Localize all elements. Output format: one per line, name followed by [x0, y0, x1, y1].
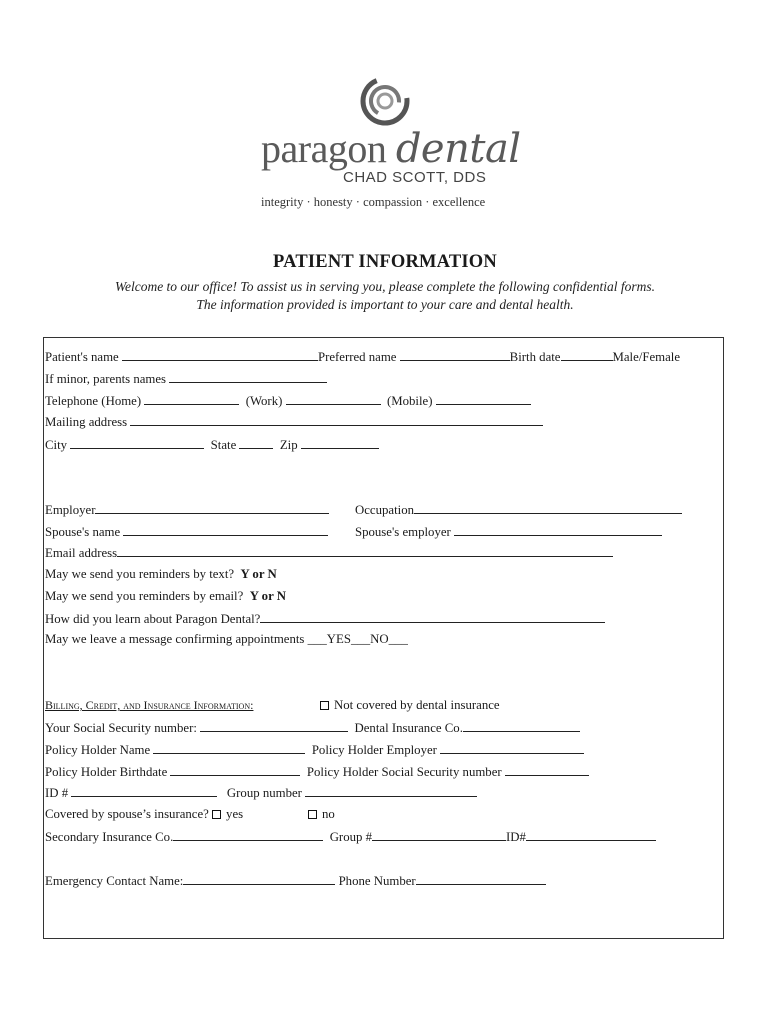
patient-name-field[interactable]	[122, 349, 318, 361]
holder-name-row: Policy Holder Name Policy Holder Employer	[45, 742, 584, 758]
logo-wordmark: paragon dental	[261, 126, 521, 172]
home-phone-field[interactable]	[144, 393, 239, 405]
holder-birthdate-field[interactable]	[170, 764, 300, 776]
emergency-contact-field[interactable]	[183, 873, 335, 885]
patient-name-row: Patient's name Preferred name Birth date Male/Female	[45, 350, 681, 364]
holder-ssn-field[interactable]	[505, 764, 589, 776]
id-field[interactable]	[71, 785, 217, 797]
employer-field[interactable]	[95, 502, 329, 514]
secondary-insurance-field[interactable]	[173, 829, 323, 841]
emergency-contact-row: Emergency Contact Name: Phone Number	[45, 873, 546, 889]
secondary-group-field[interactable]	[372, 829, 506, 841]
occupation-field[interactable]	[414, 502, 682, 514]
spouse-insurance-no-checkbox[interactable]	[308, 810, 317, 819]
work-phone-field[interactable]	[286, 393, 381, 405]
practice-logo	[255, 75, 521, 215]
insurance-co-field[interactable]	[463, 720, 580, 732]
leave-message-row[interactable]: May we leave a message confirming appointments ___YES___NO___	[45, 632, 408, 646]
secondary-id-field[interactable]	[526, 829, 656, 841]
spouse-insurance-yes-checkbox[interactable]	[212, 810, 221, 819]
email-row: Email address	[45, 545, 613, 561]
billing-header: Billing, Credit, and Insurance Information:	[45, 698, 254, 712]
city-field[interactable]	[70, 437, 204, 449]
page-title: PATIENT INFORMATION	[273, 252, 497, 272]
not-covered-row: Not covered by dental insurance	[320, 698, 500, 713]
mobile-phone-field[interactable]	[436, 393, 531, 405]
birth-date-field[interactable]	[561, 349, 613, 361]
secondary-insurance-row: Secondary Insurance Co. Group # ID#	[45, 829, 656, 845]
intro-line-1: Welcome to our office! To assist us in serving you, please complete the following confidential forms.	[114, 279, 656, 294]
logo-doctor-name: CHAD SCOTT, DDS	[343, 169, 487, 186]
spouse-employer-row: Spouse's employer	[355, 524, 662, 540]
spouse-insurance-no: no	[308, 807, 335, 822]
intro-line-2: The information provided is important to your care and dental health.	[196, 297, 574, 312]
holder-employer-field[interactable]	[440, 742, 584, 754]
id-row: ID # Group number	[45, 785, 477, 801]
holder-birthdate-row: Policy Holder Birthdate Policy Holder Social Security number	[45, 764, 589, 780]
phone-number-field[interactable]	[416, 873, 546, 885]
ssn-field[interactable]	[200, 720, 348, 732]
holder-name-field[interactable]	[153, 742, 305, 754]
spouse-insurance-row: Covered by spouse’s insurance? yes	[45, 807, 244, 821]
logo-tagline: integrity · honesty · compassion · excellence	[261, 195, 486, 209]
spouse-employer-field[interactable]	[454, 524, 662, 536]
ssn-row: Your Social Security number: Dental Insurance Co.	[45, 720, 580, 736]
city-row: City State Zip	[45, 437, 379, 453]
billing-row	[45, 698, 253, 713]
employer-row: Employer	[45, 502, 329, 518]
state-field[interactable]	[239, 437, 273, 449]
mailing-address-field[interactable]	[130, 414, 543, 426]
group-number-field[interactable]	[305, 785, 477, 797]
reminders-text-row: May we send you reminders by text? Y or N	[45, 567, 277, 581]
reminders-email-choice[interactable]: Y or N	[249, 589, 286, 603]
how-learn-row: How did you learn about Paragon Dental?	[45, 611, 605, 627]
not-covered-checkbox[interactable]	[320, 701, 329, 710]
preferred-name-field[interactable]	[400, 349, 510, 361]
spouse-name-row: Spouse's name	[45, 524, 328, 540]
reminders-email-row: May we send you reminders by email? Y or N	[45, 589, 286, 603]
parents-names-row: If minor, parents names	[45, 371, 327, 387]
reminders-text-choice[interactable]: Y or N	[240, 567, 277, 581]
telephone-row: Telephone (Home) (Work) (Mobile)	[45, 393, 531, 409]
spouse-name-field[interactable]	[123, 524, 328, 536]
parents-names-field[interactable]	[169, 371, 327, 383]
how-learn-field[interactable]	[260, 611, 605, 623]
occupation-row: Occupation	[355, 502, 682, 518]
zip-field[interactable]	[301, 437, 379, 449]
email-field[interactable]	[117, 545, 613, 557]
mailing-address-row: Mailing address	[45, 414, 543, 430]
